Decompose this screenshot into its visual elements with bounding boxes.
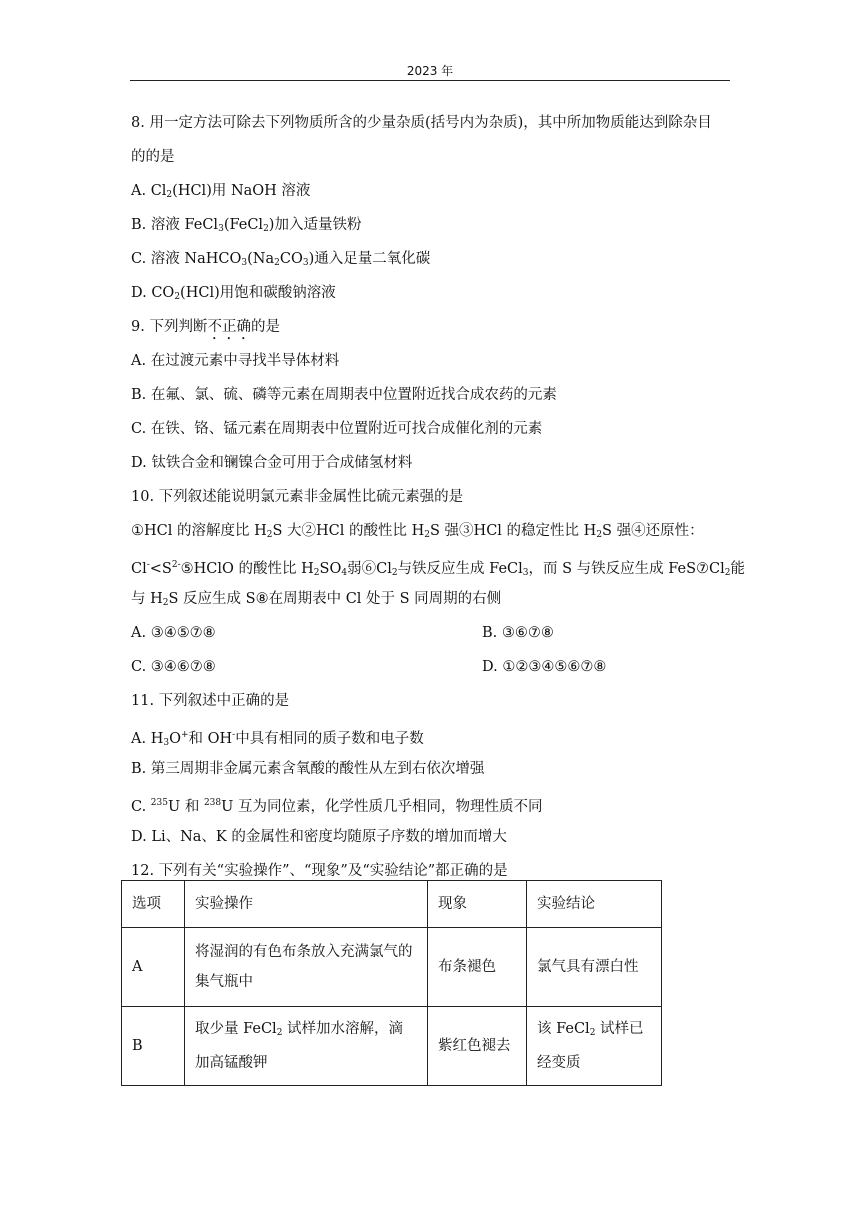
emphasized-not: 不正确 [207, 319, 251, 335]
row-a-conclusion: 氯气具有漂白性 [527, 928, 662, 1007]
q12-stem: 12. 下列有关“实验操作”、“现象”及“实验结论”都正确的是 [131, 863, 508, 879]
q10-option-a: A. ③④⑤⑦⑧ [131, 625, 216, 641]
table-header-row [122, 881, 662, 928]
row-b-phenomenon: 紫红色褪去 [428, 1007, 527, 1086]
q12-experiment-table [121, 880, 662, 1086]
q11-option-c: C. $^{235}$U 和 $^{238}$U 互为同位素，化学性质几乎相同，物理性质不同 [131, 798, 543, 815]
row-a-operation: 将湿润的有色布条放入充满氯气的集气瓶中 [185, 928, 428, 1007]
q10-statement-line2: $Cl^-<S^{2-}⑤HClO$ 的酸性比 $H_2SO_4$弱$⑥Cl_2$与铁反应生成 FeCl$_3$，而 S 与铁反应生成 $FeS⑦Cl_2$能 [131, 560, 746, 578]
page-header-year: 2023 年 [406, 64, 454, 78]
q8-stem-line1: 8. 用一定方法可除去下列物质所含的少量杂质(括号内为杂质)，其中所加物质能达到除杂目 [131, 115, 712, 131]
table-row [122, 1007, 662, 1086]
q10-statement-line1: ①HCl 的溶解度比 $H_2S$ 大②HCl 的酸性比 $H_2S$ 强③HCl 的稳定性比 $H_2S$ 强④还原性： [131, 523, 704, 540]
row-b-option: B [122, 1007, 185, 1086]
q11-option-b: B. 第三周期非金属元素含氧酸的酸性从左到右依次增强 [131, 761, 485, 777]
q10-options-ab [131, 616, 731, 650]
q8-option-b: B. 溶液 FeCl$_3$(FeCl$_2$)加入适量铁粉 [131, 217, 362, 234]
q8-option-d: D. $CO_2(HCl)$用饱和碳酸钠溶液 [131, 285, 336, 302]
row-a-phenomenon: 布条褪色 [428, 928, 527, 1007]
q9-option-b: B. 在氟、氯、硫、磷等元素在周期表中位置附近找合成农药的元素 [131, 387, 557, 403]
table-row [122, 928, 662, 1007]
q9-option-c: C. 在铁、铬、锰元素在周期表中位置附近可找合成催化剂的元素 [131, 421, 543, 437]
q11-option-a: A. $H_3O^+$和 OH-中具有相同的质子数和电子数 [131, 730, 424, 748]
q9-option-a: A. 在过渡元素中寻找半导体材料 [131, 353, 340, 369]
q8-stem-line2: 的的是 [131, 149, 175, 165]
q8-option-c: C. 溶液 $NaHCO_3(Na_2CO_3)$通入足量二氧化碳 [131, 251, 431, 268]
q8-option-a: A. $Cl_2(HCl)$用 NaOH 溶液 [131, 183, 311, 200]
row-b-operation: 取少量 FeCl$_2$ 试样加水溶解，滴加高锰酸钾 [185, 1007, 428, 1086]
q11-stem: 11. 下列叙述中正确的是 [131, 693, 290, 709]
row-b-conclusion: 该 FeCl$_2$ 试样已经变质 [527, 1007, 662, 1086]
q9-option-d: D. 钛铁合金和镧镍合金可用于合成储氢材料 [131, 455, 413, 471]
q9-stem: 9. 下列判断不正确的是 [131, 319, 280, 335]
q10-options-cd [131, 650, 731, 684]
q10-option-b: B. ③⑥⑦⑧ [482, 625, 554, 641]
question-content [131, 106, 746, 888]
header-option: 选项 [122, 881, 185, 928]
q11-option-d: D. Li、Na、K 的金属性和密度均随原子序数的增加而增大 [131, 829, 507, 845]
q10-option-d: D. ①②③④⑤⑥⑦⑧ [482, 659, 607, 675]
q10-stem: 10. 下列叙述能说明氯元素非金属性比硫元素强的是 [131, 489, 464, 505]
row-a-option: A [122, 928, 185, 1007]
header-operation: 实验操作 [185, 881, 428, 928]
q10-option-c: C. ③④⑥⑦⑧ [131, 659, 216, 675]
header-phenomenon: 现象 [428, 881, 527, 928]
header-rule [130, 80, 730, 81]
header-conclusion: 实验结论 [527, 881, 662, 928]
q10-statement-line3: 与 $H_2S$ 反应生成 S⑧在周期表中 Cl 处于 S 同周期的右侧 [131, 591, 502, 608]
